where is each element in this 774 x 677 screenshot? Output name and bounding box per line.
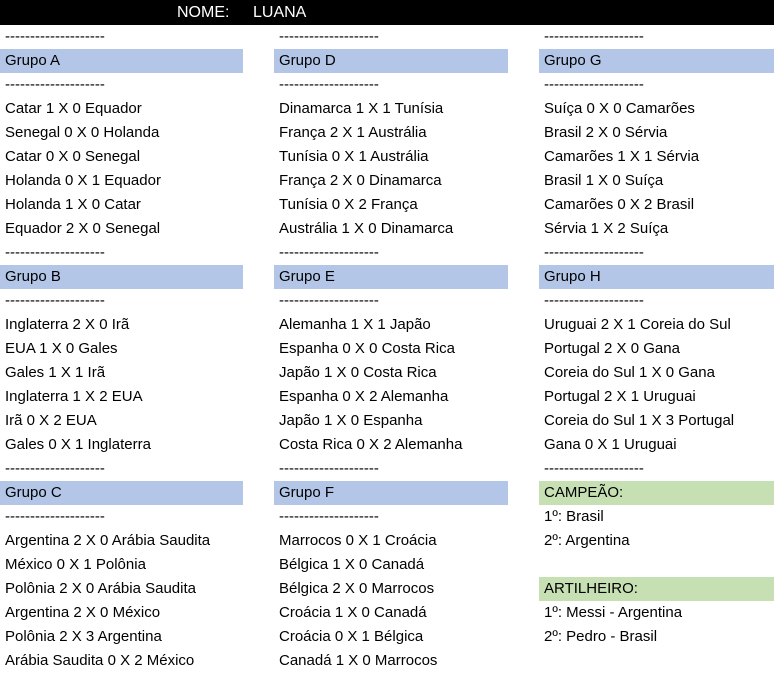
match-row: Espanha 0 X 2 Alemanha (279, 388, 449, 405)
separator: -------------------- (544, 28, 644, 45)
match-row: México 0 X 1 Polônia (5, 556, 146, 573)
champion-second: 2º: Argentina (544, 532, 630, 549)
column-3 (539, 25, 774, 649)
group-title: Grupo G (539, 49, 774, 73)
match-row: Holanda 0 X 1 Equador (5, 172, 161, 189)
column-2 (274, 25, 508, 673)
match-row: Holanda 1 X 0 Catar (5, 196, 141, 213)
separator: -------------------- (279, 28, 379, 45)
match-row: Argentina 2 X 0 Arábia Saudita (5, 532, 211, 549)
group-title: Grupo C (0, 481, 243, 505)
match-row: Gales 1 X 1 Irã (5, 364, 106, 381)
group-title: Grupo B (0, 265, 243, 289)
match-row: Austrália 1 X 0 Dinamarca (279, 220, 454, 237)
match-row: Camarões 1 X 1 Sérvia (544, 148, 700, 165)
match-row: Coreia do Sul 1 X 3 Portugal (544, 412, 735, 429)
separator: -------------------- (5, 292, 105, 309)
separator: -------------------- (279, 76, 379, 93)
group-title: Grupo E (274, 265, 508, 289)
match-row: Inglaterra 1 X 2 EUA (5, 388, 143, 405)
champion-first: 1º: Brasil (544, 508, 604, 525)
champion-title: CAMPEÃO: (539, 481, 774, 505)
separator: -------------------- (5, 76, 105, 93)
match-row: Japão 1 X 0 Costa Rica (279, 364, 437, 381)
name-label: NOME: (177, 4, 230, 21)
separator: -------------------- (544, 244, 644, 261)
match-row: França 2 X 1 Austrália (279, 124, 427, 141)
match-row: Arábia Saudita 0 X 2 México (5, 652, 195, 669)
match-row: Equador 2 X 0 Senegal (5, 220, 161, 237)
match-row: Argentina 2 X 0 México (5, 604, 161, 621)
scorer-second: 2º: Pedro - Brasil (544, 628, 658, 645)
match-row: Catar 0 X 0 Senegal (5, 148, 141, 165)
match-row: Costa Rica 0 X 2 Alemanha (279, 436, 463, 453)
match-row: Tunísia 0 X 1 Austrália (279, 148, 429, 165)
scorer-title: ARTILHEIRO: (539, 577, 774, 601)
match-row: Croácia 1 X 0 Canadá (279, 604, 427, 621)
column-1 (0, 25, 243, 673)
separator: -------------------- (279, 508, 379, 525)
separator: -------------------- (5, 460, 105, 477)
match-row: Gales 0 X 1 Inglaterra (5, 436, 151, 453)
match-row: Irã 0 X 2 EUA (5, 412, 97, 429)
match-row: EUA 1 X 0 Gales (5, 340, 118, 357)
separator: -------------------- (279, 292, 379, 309)
separator: -------------------- (544, 76, 644, 93)
group-title: Grupo D (274, 49, 508, 73)
separator: -------------------- (5, 508, 105, 525)
separator: -------------------- (544, 460, 644, 477)
match-row: Sérvia 1 X 2 Suíça (544, 220, 669, 237)
match-row: Brasil 1 X 0 Suíça (544, 172, 664, 189)
match-row: Portugal 2 X 1 Uruguai (544, 388, 696, 405)
match-row: Canadá 1 X 0 Marrocos (279, 652, 438, 669)
group-title: Grupo F (274, 481, 508, 505)
separator: -------------------- (5, 244, 105, 261)
name-header (0, 0, 774, 25)
group-title: Grupo H (539, 265, 774, 289)
group-title: Grupo A (0, 49, 243, 73)
match-row: Polônia 2 X 3 Argentina (5, 628, 162, 645)
separator: -------------------- (544, 292, 644, 309)
match-row: Catar 1 X 0 Equador (5, 100, 142, 117)
match-row: Espanha 0 X 0 Costa Rica (279, 340, 455, 357)
prediction-sheet (0, 25, 774, 677)
match-row: Uruguai 2 X 1 Coreia do Sul (544, 316, 731, 333)
match-row: Dinamarca 1 X 1 Tunísia (279, 100, 444, 117)
separator: -------------------- (5, 28, 105, 45)
match-row: Coreia do Sul 1 X 0 Gana (544, 364, 715, 381)
spacer (539, 553, 774, 577)
match-row: Suíça 0 X 0 Camarões (544, 100, 695, 117)
match-row: França 2 X 0 Dinamarca (279, 172, 442, 189)
match-row: Alemanha 1 X 1 Japão (279, 316, 431, 333)
match-row: Polônia 2 X 0 Arábia Saudita (5, 580, 196, 597)
match-row: Inglaterra 2 X 0 Irã (5, 316, 130, 333)
separator: -------------------- (279, 244, 379, 261)
match-row: Gana 0 X 1 Uruguai (544, 436, 677, 453)
match-row: Camarões 0 X 2 Brasil (544, 196, 695, 213)
match-row: Japão 1 X 0 Espanha (279, 412, 423, 429)
match-row: Brasil 2 X 0 Sérvia (544, 124, 668, 141)
name-value: LUANA (253, 4, 307, 21)
scorer-first: 1º: Messi - Argentina (544, 604, 683, 621)
match-row: Bélgica 2 X 0 Marrocos (279, 580, 435, 597)
match-row: Tunísia 0 X 2 França (279, 196, 418, 213)
separator: -------------------- (279, 460, 379, 477)
match-row: Croácia 0 X 1 Bélgica (279, 628, 424, 645)
match-row: Senegal 0 X 0 Holanda (5, 124, 160, 141)
match-row: Portugal 2 X 0 Gana (544, 340, 680, 357)
match-row: Bélgica 1 X 0 Canadá (279, 556, 425, 573)
match-row: Marrocos 0 X 1 Croácia (279, 532, 437, 549)
